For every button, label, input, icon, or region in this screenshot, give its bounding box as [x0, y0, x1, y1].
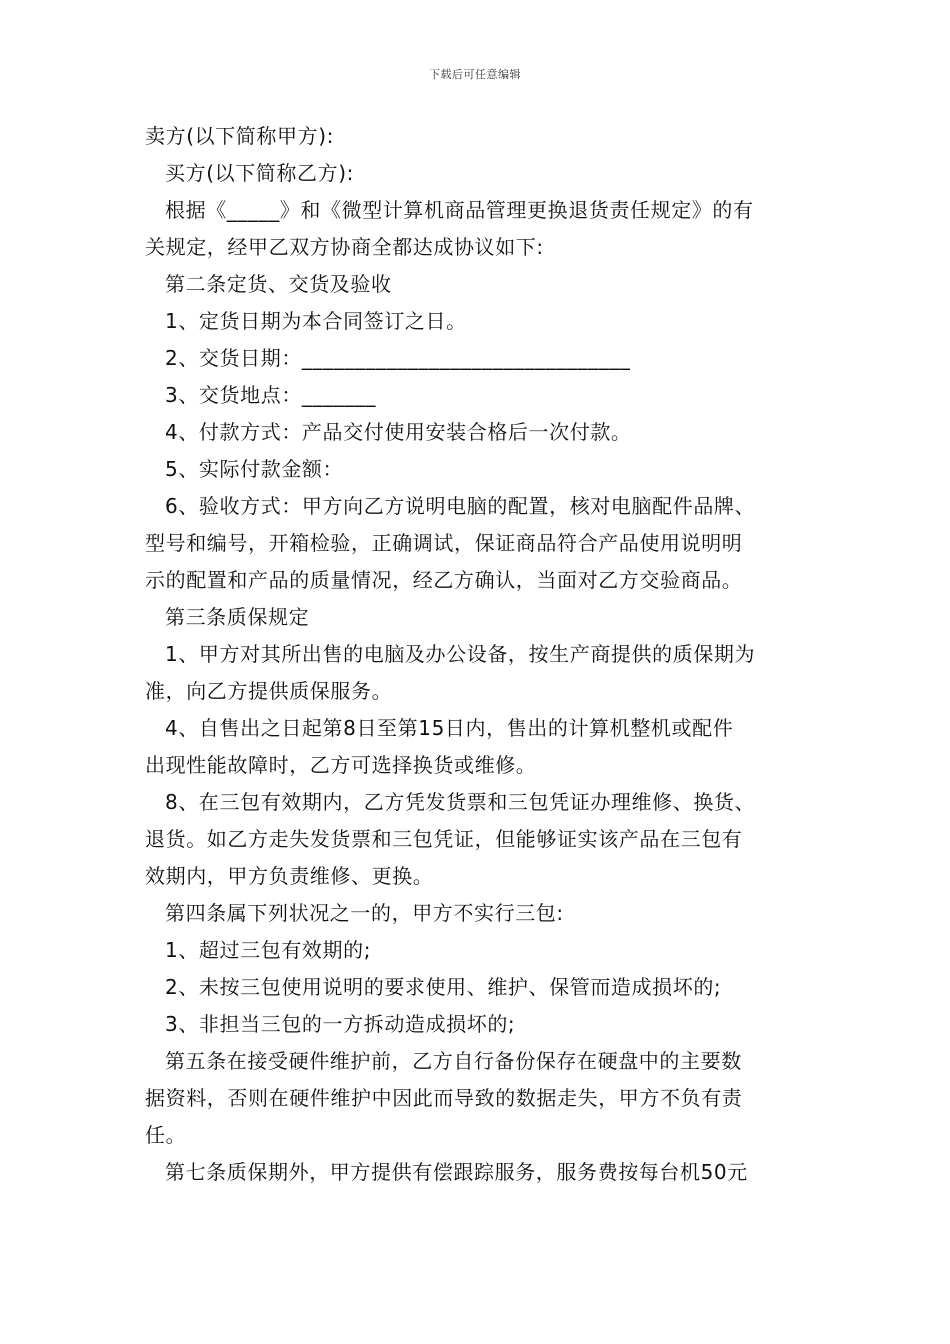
text-line: 4、付款方式：产品交付使用安装合格后一次付款。 — [165, 420, 632, 444]
text-line: 1、超过三包有效期的; — [165, 938, 372, 962]
text-line: 型号和编号，开箱检验，正确调试，保证商品符合产品使用说明明 — [145, 531, 743, 555]
page-header: 下载后可任意编辑 — [429, 68, 521, 81]
text-line: 2、未按三包使用说明的要求使用、维护、保管而造成损坏的; — [165, 975, 722, 999]
text-line: 2、交货日期：_______________________________ — [165, 346, 631, 370]
text-line: 效期内，甲方负责维修、更换。 — [145, 864, 434, 888]
text-line: 示的配置和产品的质量情况，经乙方确认，当面对乙方交验商品。 — [145, 568, 743, 592]
text-line: 根据《_____》和《微型计算机商品管理更换退货责任规定》的有 — [165, 198, 754, 222]
text-line: 第四条属下列状况之一的，甲方不实行三包: — [165, 901, 564, 925]
text-line: 任。 — [145, 1123, 187, 1147]
text-line: 1、定货日期为本合同签订之日。 — [165, 309, 467, 333]
text-line: 退货。如乙方走失发货票和三包凭证，但能够证实该产品在三包有 — [145, 827, 743, 851]
text-line: 出现性能故障时，乙方可选择换货或维修。 — [145, 753, 537, 777]
text-line: 5、实际付款金额： — [165, 457, 344, 481]
text-line: 1、甲方对其所出售的电脑及办公设备，按生产商提供的质保期为 — [165, 642, 756, 666]
text-line: 第三条质保规定 — [165, 605, 310, 629]
text-line: 准，向乙方提供质保服务。 — [145, 679, 393, 703]
text-line: 3、交货地点：_______ — [165, 383, 377, 407]
text-line: 第七条质保期外，甲方提供有偿跟踪服务，服务费按每台机50元 — [165, 1160, 748, 1184]
text-line: 第二条定货、交货及验收 — [165, 272, 392, 296]
text-line: 3、非担当三包的一方拆动造成损坏的; — [165, 1012, 516, 1036]
text-line: 关规定，经甲乙双方协商全都达成协议如下: — [145, 235, 544, 259]
text-line: 卖方(以下简称甲方): — [145, 124, 334, 148]
text-line: 8、在三包有效期内，乙方凭发货票和三包凭证办理维修、换货、 — [165, 790, 756, 814]
document-body — [145, 118, 815, 1191]
text-line: 4、自售出之日起第8日至第15日内，售出的计算机整机或配件 — [165, 716, 734, 740]
text-line: 6、验收方式：甲方向乙方说明电脑的配置，核对电脑配件品牌、 — [165, 494, 756, 518]
text-line: 第五条在接受硬件维护前，乙方自行备份保存在硬盘中的主要数 — [165, 1049, 742, 1073]
text-line: 据资料，否则在硬件维护中因此而导致的数据走失，甲方不负有责 — [145, 1086, 743, 1110]
text-line: 买方(以下简称乙方): — [165, 161, 354, 185]
